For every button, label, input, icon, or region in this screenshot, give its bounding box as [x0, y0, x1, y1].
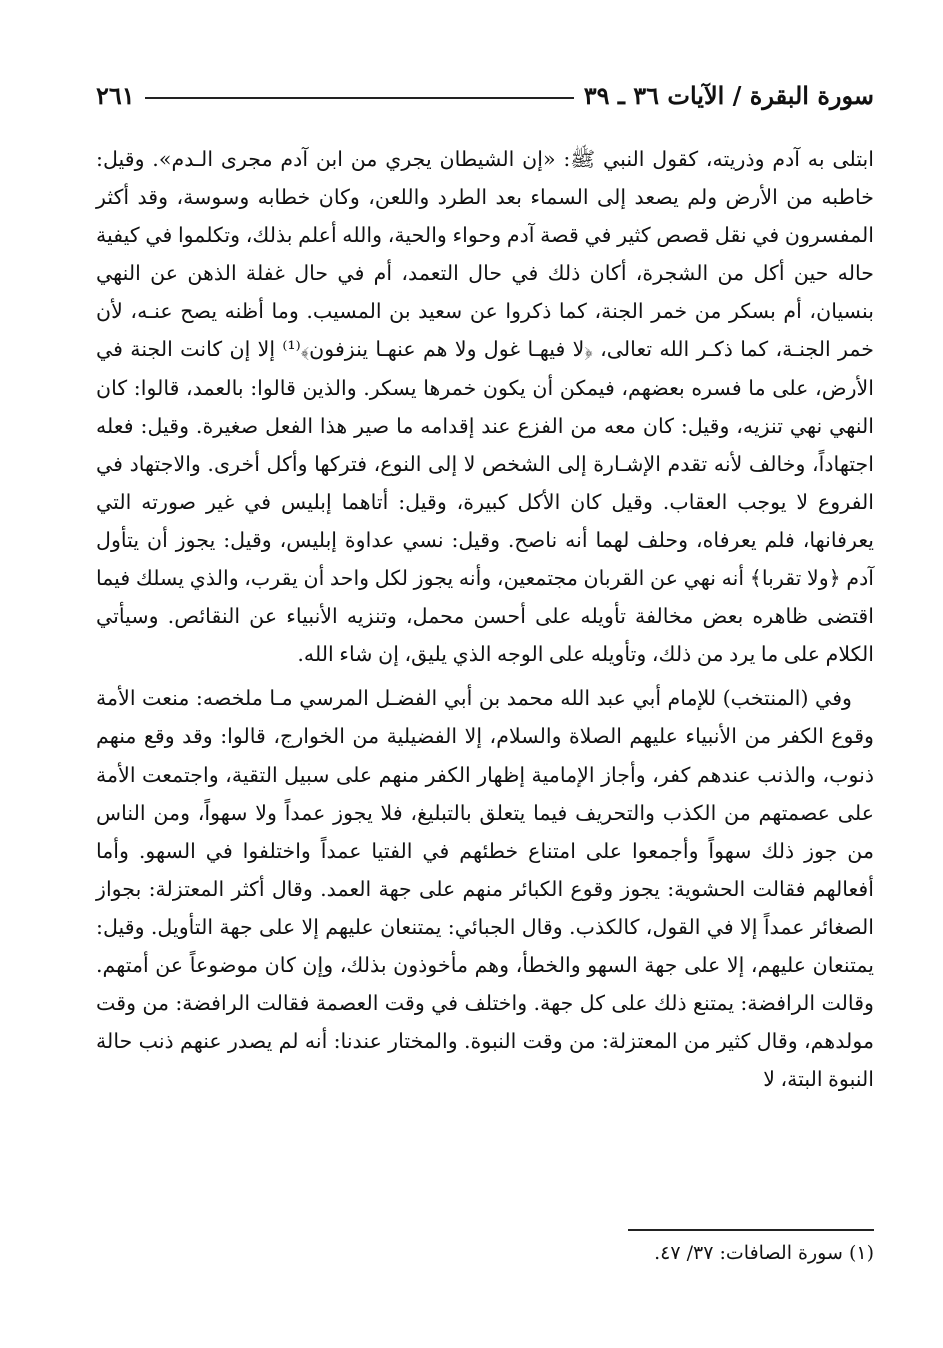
footnote: (١) سورة الصافات: ٣٧/ ٤٧. — [654, 1242, 874, 1264]
running-title: سورة البقرة / الآيات ٣٦ ـ ٣٩ — [583, 80, 874, 110]
page-number: ٢٦١ — [96, 80, 135, 110]
paragraph-1: ابتلى به آدم وذريته، كقول النبي ﷺ: «إن الشيطان يجري من ابن آدم مجرى الـدم». وقيل: خاطبه من الأرض ولم يصعد إلى السماء بعد الطرد واللعن، وكان خطابه وسوسة، وقد أكثر المفسرون في نقل قصص كثير في قصة آدم وحواء والحية، والله أعلم بذلك، وتكلموا في كيفية حاله حين أكل من الشجرة، أكان ذلك في حال التعمد، أم في حال غفلة الذهن عن النهي بنسيان، أم بسكر من خمر الجنة، كما ذكروا عن سعيد بن المسيب. وما أظنه يصح عنـه، لأن خمر الجنـة، كما ذكـر الله تعالى، ﴿لا فيهـا غول ولا هم عنهـا ينزفون﴾⁽¹⁾ إلا إن كانت الجنة في الأرض، على ما فسره بعضهم، فيمكن أن يكون خمرها يسكر. والذين قالوا: بالعمد، قالوا: كان النهي نهي تنزيه، وقيل: كان معه من الفزع عند إقدامه ما صير هذا الفعل صغيرة. وقيل: فعله اجتهاداً، وخالف لأنه تقدم الإشـارة إلى الشخص لا إلى النوع، فتركها وأكل أخرى. والاجتهاد في الفروع لا يوجب العقاب. وقيل كان الأكل كبيرة، وقيل: أتاهما إبليس في غير صورته التي يعرفانها، فلم يعرفاه، وحلف لهما أنه ناصح. وقيل: نسي عداوة إبليس، وقيل: يجوز أن يتأول آدم ﴿ولا تقربا﴾ أنه نهي عن القربان مجتمعين، وأنه يجوز لكل واحد أن يقرب، والذي يسلك فيما اقتضى ظاهره بعض مخالفة تأويله على أحسن محمل، وتنزيه الأنبياء عن النقائص. وسيأتي الكلام على ما يرد من ذلك، وتأويله على الوجه الذي يليق، إن شاء الله. — [96, 147, 874, 667]
body-text — [96, 140, 874, 1098]
running-header — [96, 78, 874, 112]
paragraph-2: وفي (المنتخب) للإمام أبي عبد الله محمد بن أبي الفضـل المرسي مـا ملخصه: منعت الأمة وقوع الكفر من الأنبياء عليهم الصلاة والسلام، إلا الفضيلية من الخوارج، قالوا: وقد وقع منهم ذنوب، والذنب عندهم كفر، وأجاز الإمامية إظهار الكفر منهم على سبيل التقية، واجتمعت الأمة على عصمتهم من الكذب والتحريف فيما يتعلق بالتبليغ، فلا يجوز عمداً ولا سهواً، ومن الناس من جوز ذلك سهواً وأجمعوا على امتناع خطئهم في الفتيا عمداً واختلفوا في السهو. وأما أفعالهم فقالت الحشوية: يجوز وقوع الكبائر منهم على جهة العمد. وقال أكثر المعتزلة: بجواز الصغائر عمداً إلا في القول، كالكذب. وقال الجبائي: يمتنعان عليهم إلا على جهة التأويل. وقيل: يمتنعان عليهم، إلا على جهة السهو والخطأ، وهم مأخوذون بذلك، وإن كان موضوعاً عن أمتهم. وقالت الرافضة: يمتنع ذلك على كل جهة. واختلف في وقت العصمة فقالت الرافضة: من وقت مولدهم، وقال كثير من المعتزلة: من وقت النبوة. والمختار عندنا: أنه لم يصدر عنهم ذنب حالة النبوة البتة، لا — [96, 686, 874, 1092]
footnote-rule — [628, 1229, 874, 1231]
header-rule — [145, 97, 574, 99]
